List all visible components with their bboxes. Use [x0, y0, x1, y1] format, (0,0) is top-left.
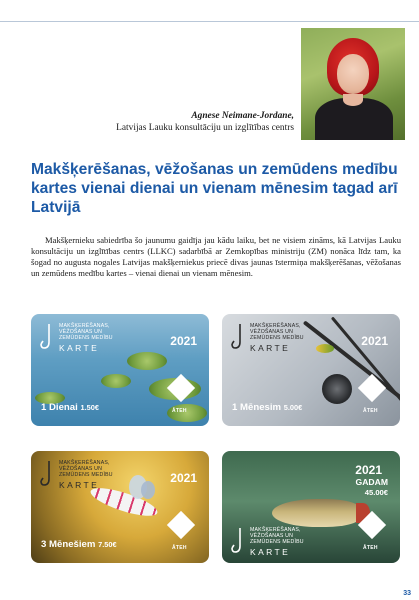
card-price: 1.50€ — [80, 403, 99, 412]
logo-line-2: VĒŽOŠANAS UN — [250, 533, 294, 539]
card-price: 45.00€ — [364, 488, 388, 497]
logo-line-1: MAKŠĶERĒŠANAS, — [250, 527, 301, 533]
logo-line-3: ZEMŪDENS MEDĪBU — [59, 472, 113, 478]
logo-line-2: VĒŽOŠANAS UN — [59, 466, 103, 472]
fishing-hook-icon — [40, 460, 56, 488]
card-price: 5.00€ — [283, 403, 303, 412]
logo-line-2: VĒŽOŠANAS UN — [250, 329, 294, 335]
card-1-day — [31, 314, 209, 426]
card-brand: ĀTEH — [363, 408, 378, 414]
logo-line-3: ZEMŪDENS MEDĪBU — [250, 539, 304, 545]
card-year: 2021 — [355, 463, 382, 477]
card-3-months — [31, 451, 209, 563]
author-organization: Latvijas Lauku konsultāciju un izglītības centrs — [116, 123, 294, 133]
logo-karte: KARTE — [250, 343, 291, 353]
card-year: 2021 — [361, 334, 388, 348]
card-logo — [231, 527, 304, 557]
logo-karte: KARTE — [250, 547, 291, 557]
author-photo — [301, 28, 405, 140]
header-rule — [0, 21, 419, 22]
card-duration: 1 Dienai — [41, 402, 78, 413]
card-brand: ĀTEH — [172, 545, 187, 551]
card-label — [41, 402, 99, 413]
logo-line-3: ZEMŪDENS MEDĪBU — [250, 335, 304, 341]
logo-line-1: MAKŠĶERĒŠANAS, — [250, 323, 301, 329]
card-brand: ĀTEH — [172, 408, 187, 414]
card-logo — [231, 323, 304, 353]
logo-line-1: MAKŠĶERĒŠANAS, — [59, 323, 110, 329]
card-duration: 1 Mēnesim — [232, 402, 282, 413]
author-byline — [116, 110, 294, 134]
card-1-month — [222, 314, 400, 426]
diamond-icon — [167, 511, 195, 539]
card-brand: ĀTEH — [363, 545, 378, 551]
author-name: Agnese Neimane-Jordane, — [191, 111, 294, 121]
fishing-hook-icon — [231, 323, 247, 351]
card-duration: 3 Mēnešiem — [41, 539, 96, 550]
card-logo — [40, 323, 113, 353]
article-lead: Makšķernieku sabiedrība šo jaunumu gaidīja jau kādu laiku, bet ne visiem zināms, kā Latvijas Lauku konsultāciju un izglītības centrs (LLKC) sadarbībā ar Zemkopības ministriju (ZM) nonāca līdz tam, ka šogad no augusta nogales Latvijas makšķerniekus priecē divas jaunas īstermiņa makšķerēšanas, vēžošanas un zemūdens medību kartes – vienai dienai un vienam mēnesim. — [31, 235, 401, 278]
logo-karte: KARTE — [59, 343, 100, 353]
logo-line-2: VĒŽOŠANAS UN — [59, 329, 103, 335]
logo-line-1: MAKŠĶERĒŠANAS, — [59, 460, 110, 466]
logo-line-3: ZEMŪDENS MEDĪBU — [59, 335, 113, 341]
card-label — [232, 402, 302, 413]
card-year: 2021 — [170, 334, 197, 348]
card-duration: GADAM — [355, 477, 388, 487]
article-title: Makšķerēšanas, vēžošanas un zemūdens medību kartes vienai dienai un vienam mēnesim tagad arī Latvijā — [31, 161, 398, 216]
page-number: 33 — [403, 590, 411, 597]
card-label — [41, 539, 117, 550]
logo-karte: KARTE — [59, 480, 100, 490]
card-year: 2021 — [170, 471, 197, 485]
card-logo — [40, 460, 113, 490]
fishing-hook-icon — [231, 527, 247, 555]
fishing-hook-icon — [40, 323, 56, 351]
card-price: 7.50€ — [98, 540, 117, 549]
card-year — [222, 451, 400, 563]
